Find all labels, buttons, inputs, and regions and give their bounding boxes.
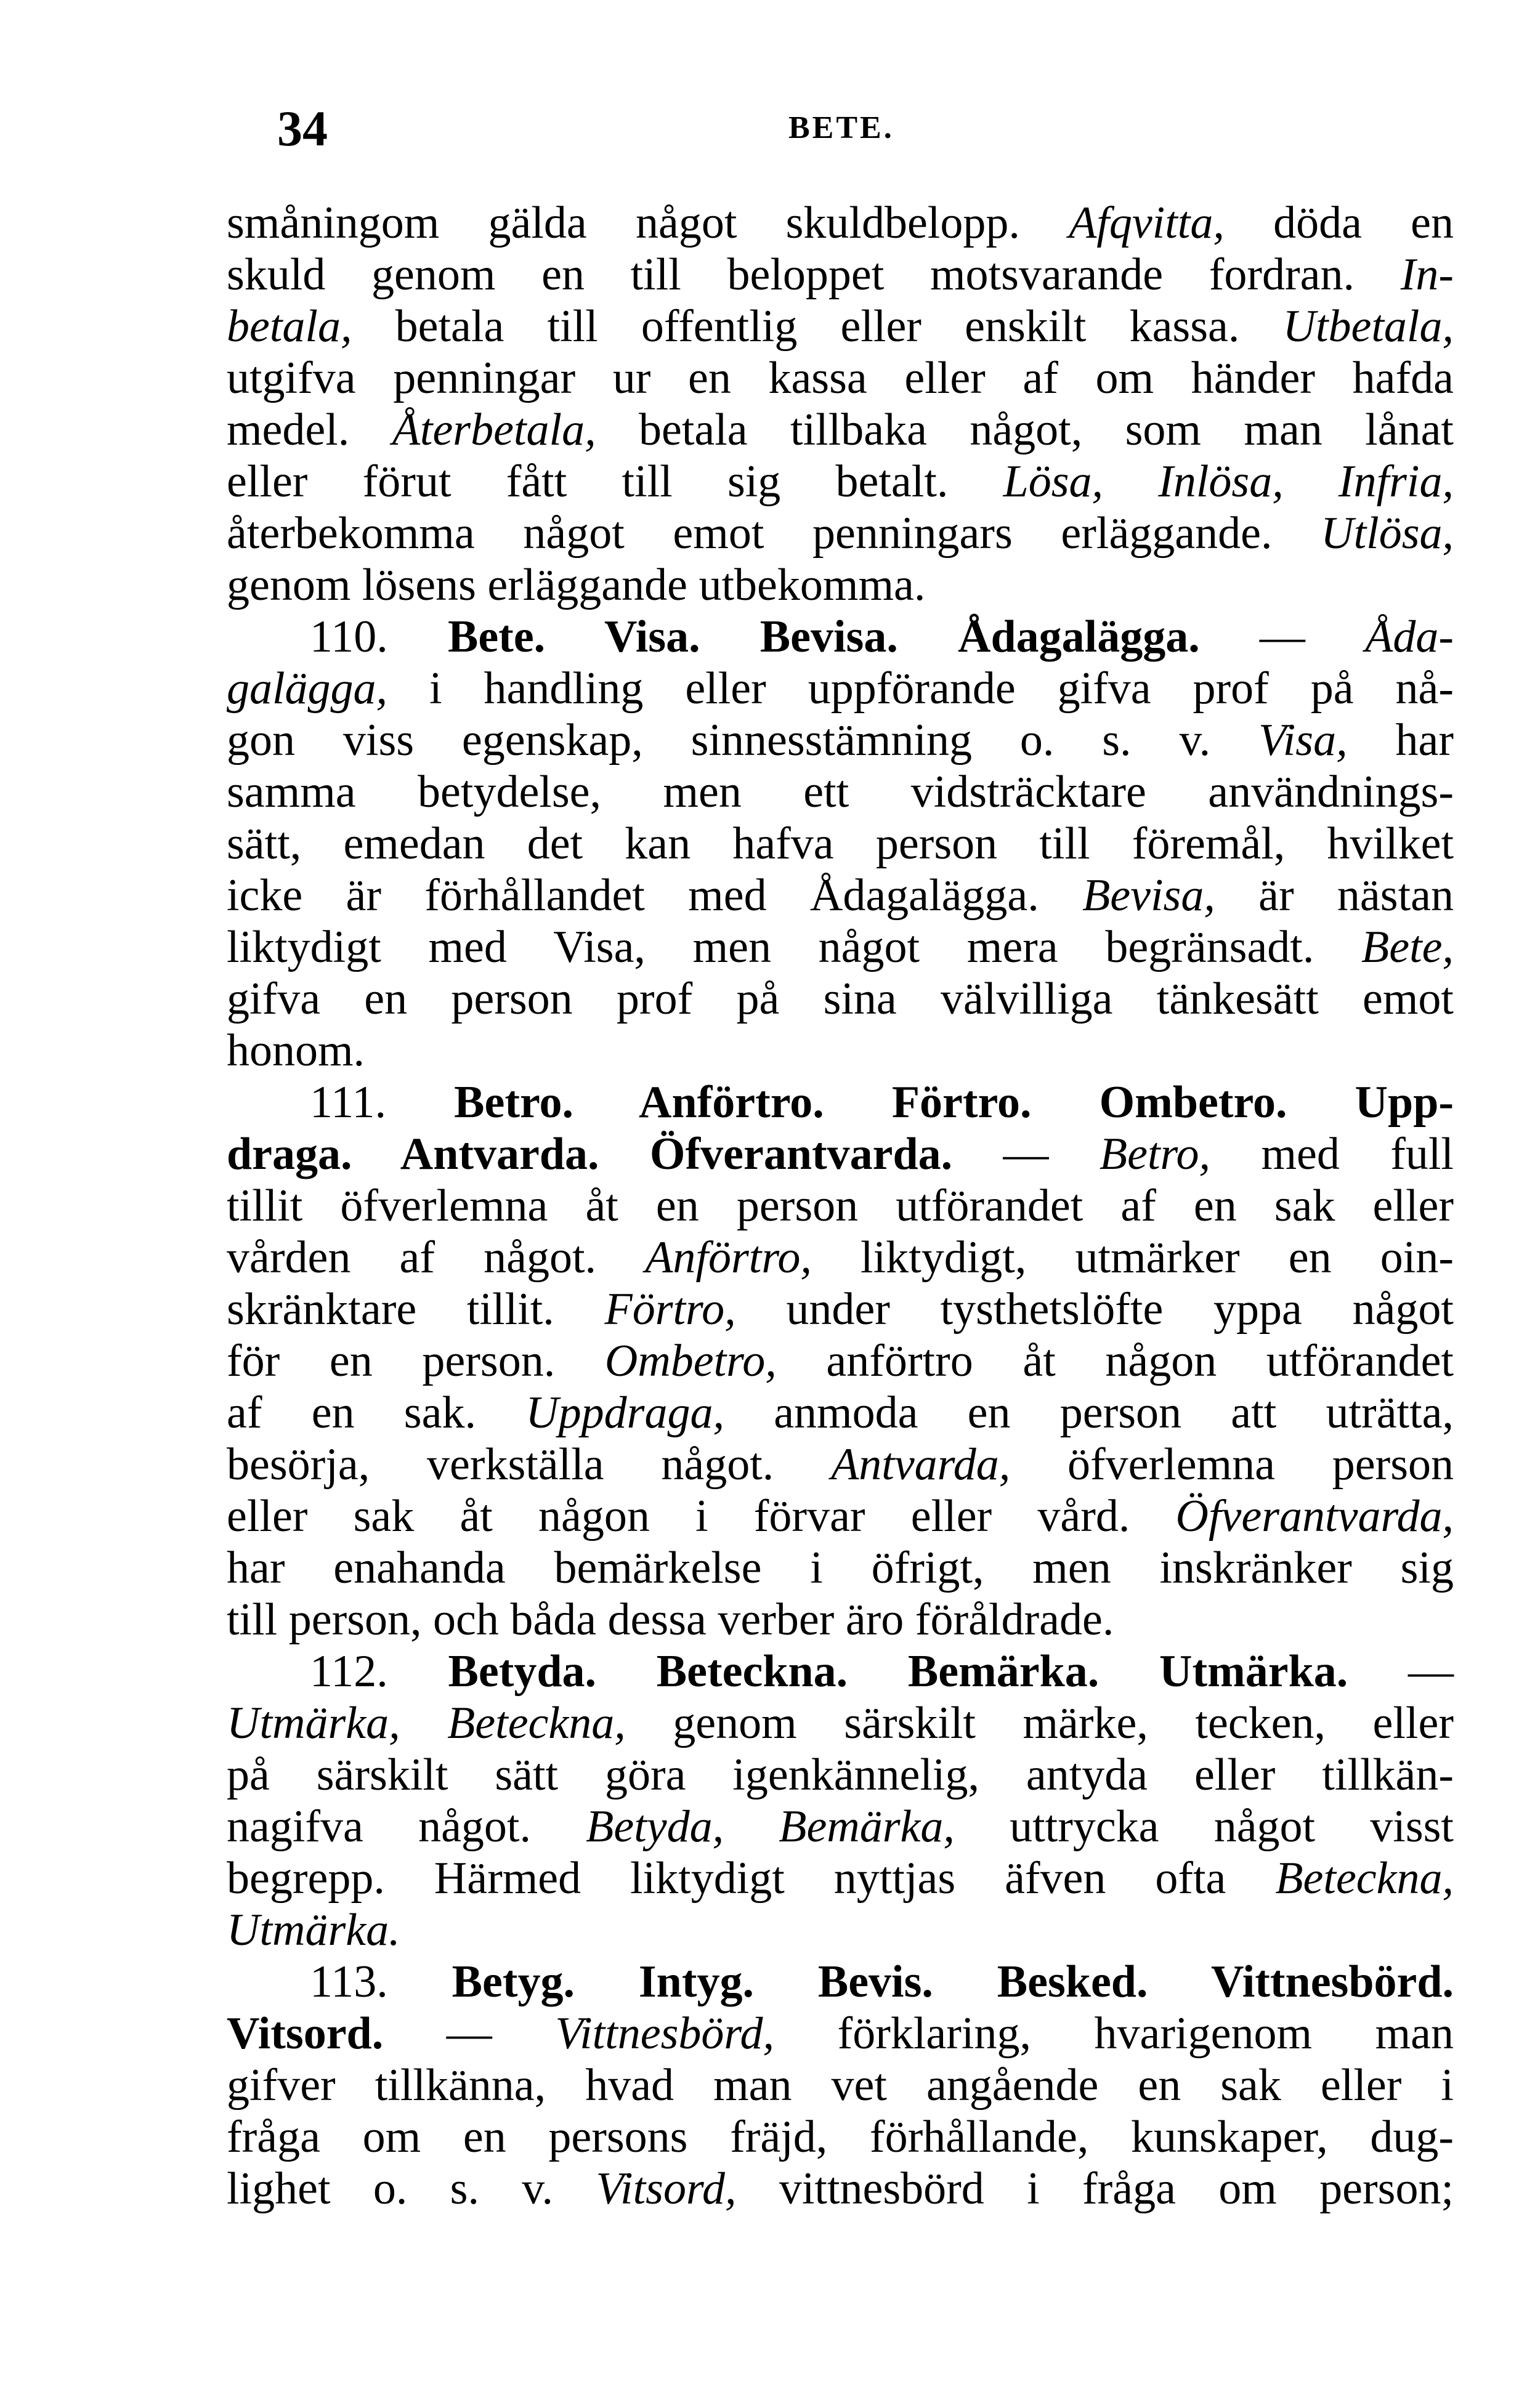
text-line <box>227 921 1454 973</box>
defined-term: Återbetala, <box>392 405 596 455</box>
entry-headword: Bete. Visa. Bevisa. Ådagalägga. <box>447 612 1200 662</box>
text-line <box>227 507 1454 559</box>
text-line <box>227 1852 1454 1904</box>
text-line <box>227 456 1454 507</box>
defined-term: Betro, <box>1099 1129 1211 1179</box>
text-line <box>227 2059 1454 2111</box>
text-line <box>227 1490 1454 1542</box>
defined-term: Anförtro, <box>645 1232 812 1283</box>
text-line <box>227 766 1454 818</box>
text-run: liktydigt med Visa, men något mera begränsadt. <box>227 922 1362 972</box>
text-line <box>227 301 1454 352</box>
defined-term: In- <box>1400 249 1454 300</box>
text-run: lighet o. s. v. <box>227 2164 596 2214</box>
text-run: genom särskilt märke, tecken, eller <box>625 1698 1454 1748</box>
text-line <box>227 1439 1454 1490</box>
text-run: samma betydelse, men ett vidsträcktare användnings- <box>227 767 1454 817</box>
page-number: 34 <box>277 100 328 156</box>
text-run: återbekomma något emot penningars erläggande. <box>227 508 1321 559</box>
defined-term: Uppdraga, <box>525 1388 724 1438</box>
text-run: tillit öfverlemna åt en person utförandet af en sak eller <box>227 1181 1454 1231</box>
text-run: till person, och båda dessa verber äro föråldrade. <box>227 1594 1114 1645</box>
defined-term: Bete, <box>1361 922 1454 972</box>
text-run: — <box>1348 1646 1454 1697</box>
text-run: vittnesbörd i fråga om person; <box>736 2164 1454 2214</box>
text-line <box>227 2111 1454 2163</box>
entry-headword: draga. Antvarda. Öfverantvarda. <box>227 1129 953 1179</box>
text-run: — <box>952 1129 1100 1179</box>
text-line <box>227 1542 1454 1594</box>
text-run: öfverlemna person <box>1010 1439 1454 1490</box>
text-run: döda en <box>1224 198 1454 248</box>
defined-term: betala, <box>227 301 352 352</box>
running-head <box>0 99 1535 154</box>
defined-term: Bevisa, <box>1082 870 1215 921</box>
text-run: för en person. <box>227 1336 605 1386</box>
text-line <box>227 714 1454 766</box>
text-run: begrepp. Härmed liktydigt nyttjas äfven ofta <box>227 1853 1276 1904</box>
text-line <box>227 1801 1454 1852</box>
entry-heading-line <box>227 1077 1454 1128</box>
text-run: har enahanda bemärkelse i öfrigt, men inskränker sig <box>227 1543 1454 1593</box>
text-line <box>227 1697 1454 1749</box>
defined-term: Utlösa, <box>1321 508 1454 559</box>
text-run: skuld genom en till beloppet motsvarande fordran. <box>227 249 1401 300</box>
text-run: på särskilt sätt göra igenkännelig, antyda eller tillkän- <box>227 1750 1454 1800</box>
text-run: under tysthetslöfte yppa något <box>735 1284 1454 1335</box>
text-run: — <box>383 2008 556 2059</box>
defined-term: Visa, <box>1258 715 1348 766</box>
body-text <box>227 197 1454 2215</box>
text-run: vården af något. <box>227 1232 646 1283</box>
text-line <box>227 1594 1454 1646</box>
entry-headword: Betyg. Intyg. Bevis. Besked. Vittnesbörd. <box>452 1957 1454 2007</box>
text-run: liktydigt, utmärker en oin- <box>811 1232 1454 1283</box>
entry-heading-line <box>227 611 1454 663</box>
defined-term: Vittnesbörd, <box>555 2008 774 2059</box>
entry-headword: Betyda. Beteckna. Bemärka. Utmärka. <box>448 1646 1348 1697</box>
text-line <box>227 249 1454 301</box>
text-run: skränktare tillit. <box>227 1284 605 1335</box>
text-run: uttrycka något visst <box>954 1801 1454 1852</box>
defined-term: Förtro, <box>604 1284 736 1335</box>
text-line <box>227 1335 1454 1387</box>
text-run: har <box>1347 715 1454 766</box>
running-title: BETE. <box>788 110 894 145</box>
text-run: betala tillbaka något, som man lånat <box>596 405 1454 455</box>
text-line <box>227 663 1454 714</box>
defined-term: Antvarda, <box>831 1439 1011 1490</box>
text-line <box>227 1128 1454 1180</box>
text-run: betala till offentlig eller enskilt kassa. <box>352 301 1283 352</box>
text-line <box>227 973 1454 1025</box>
text-run: honom. <box>227 1025 365 1076</box>
text-run: genom lösens erläggande utbekomma. <box>227 560 926 610</box>
text-line <box>227 2163 1454 2215</box>
text-run: 112. <box>310 1646 448 1697</box>
text-run: gifva en person prof på sina välvilliga tänkesätt emot <box>227 974 1454 1024</box>
entry-headword: Betro. Anförtro. Förtro. Ombetro. Upp- <box>454 1077 1454 1128</box>
defined-term: galägga, <box>227 663 388 714</box>
defined-term: Åda- <box>1365 612 1454 662</box>
text-line <box>227 352 1454 404</box>
text-run: icke är förhållandet med Ådagalägga. <box>227 870 1083 921</box>
text-line <box>227 870 1454 921</box>
text-run: gifver tillkänna, hvad man vet angående en sak eller i <box>227 2060 1454 2111</box>
text-run: eller sak åt någon i förvar eller vård. <box>227 1491 1176 1541</box>
text-run: 110. <box>310 612 448 662</box>
text-run: — <box>1199 612 1366 662</box>
text-run: förklaring, hvarigenom man <box>774 2008 1454 2059</box>
defined-term: Beteckna, <box>1275 1853 1454 1904</box>
text-run: anförtro åt någon utförandet <box>776 1336 1454 1386</box>
defined-term: Afqvitta, <box>1069 198 1225 248</box>
text-run: 111. <box>310 1077 455 1128</box>
entry-heading-line <box>227 1646 1454 1697</box>
entry-heading-line <box>227 1956 1454 2008</box>
defined-term: Utmärka. <box>227 1905 400 1955</box>
text-line <box>227 818 1454 870</box>
text-run: anmoda en person att uträtta, <box>724 1388 1454 1438</box>
text-run: gon viss egenskap, sinnesstämning o. s. v. <box>227 715 1259 766</box>
defined-term: Öfverantvarda, <box>1175 1491 1454 1541</box>
text-run: nagifva något. <box>227 1801 586 1852</box>
text-line <box>227 2008 1454 2059</box>
text-line <box>227 559 1454 611</box>
text-line <box>227 404 1454 456</box>
defined-term: Betyda, Bemärka, <box>586 1801 955 1852</box>
text-run: småningom gälda något skuldbelopp. <box>227 198 1069 248</box>
text-run: af en sak. <box>227 1388 526 1438</box>
text-run: besörja, verkställa något. <box>227 1439 832 1490</box>
text-run: medel. <box>227 405 392 455</box>
text-run: sätt, emedan det kan hafva person till föremål, hvilket <box>227 818 1454 869</box>
text-line <box>227 1387 1454 1439</box>
text-line <box>227 197 1454 249</box>
text-run: är nästan <box>1215 870 1454 921</box>
defined-term: Utbetala, <box>1282 301 1454 352</box>
text-line <box>227 1025 1454 1077</box>
text-line <box>227 1180 1454 1232</box>
defined-term: Ombetro, <box>604 1336 777 1386</box>
defined-term: Lösa, Inlösa, Infria, <box>1003 456 1454 507</box>
text-run: 113. <box>310 1957 452 2007</box>
text-line <box>227 1283 1454 1335</box>
defined-term: Vitsord, <box>596 2164 737 2214</box>
text-run: utgifva penningar ur en kassa eller af om händer hafda <box>227 353 1454 403</box>
text-run: med full <box>1210 1129 1454 1179</box>
defined-term: Utmärka, Beteckna, <box>227 1698 626 1748</box>
text-run: i handling eller uppförande gifva prof på nå- <box>387 663 1454 714</box>
text-run: eller förut fått till sig betalt. <box>227 456 1003 507</box>
text-line <box>227 1904 1454 1956</box>
text-line <box>227 1232 1454 1283</box>
text-run: fråga om en persons fräjd, förhållande, kunskaper, dug- <box>227 2112 1454 2162</box>
entry-headword: Vitsord. <box>227 2008 384 2059</box>
text-line <box>227 1749 1454 1801</box>
